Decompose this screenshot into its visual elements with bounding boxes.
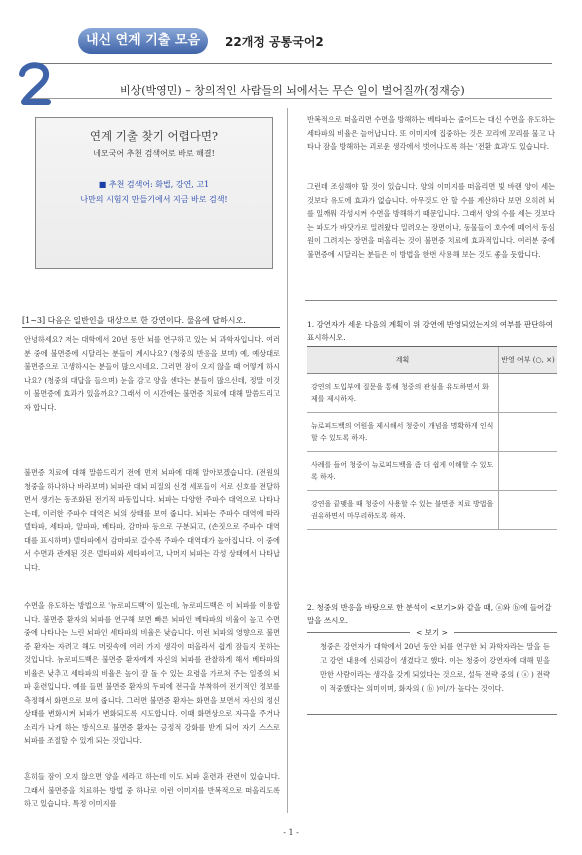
passage-paragraph-2: 불면증 치료에 대해 말씀드리기 전에 먼저 뇌파에 대해 알아보겠습니다. (전원의 청중을 하나하나 바라보며) 뇌파란 대뇌 피질의 신경 세포들이 서로 신호를 전달하면서 생기는 동조화된 전기적 파동입니다. 뇌파는 다양한 주파수 대역으로 나타나는데, 이러한 주파수 대역은 뇌의 상태를 보여 줍니다. 뇌파는 주파수 대역에 따라 델타파, 세타파, 알파파, 베타파, 감마파 등으로 구분되고, (손짓으로 주파수 대역대를 표시하며) 델타파에서 감마파로 갈수록 주파수 대역대가 높아집니다. 이 중에서 수면과 관계된 것은 델타파와 세타파이고, 나머지 뇌파는 각성 상태에서 나타납니다.: [24, 468, 280, 572]
passage-paragraph-1: 안녕하세요? 저는 대학에서 20년 동안 뇌를 연구하고 있는 뇌 과학자입니다. 여러분 중에 불면증에 시달리는 분들이 계시나요? (청중의 반응을 보며) 예, 예상대로 불면증으로 고생하시는 분들이 많으시네요. 그러면 잠이 오지 않을 때 어떻게 하시나요? (청중의 대답을 들으며) 눈을 감고 양을 센다는 분들이 많으신데, 정말 이것이 불면증에 효과가 있을까요? 그래서 이 시간에는 불면증 치료에 대해 말씀드리고자 합니다.: [24, 335, 280, 412]
plan-cell: 강연의 도입부에 질문을 통해 청중의 관심을 유도하면서 화제를 제시하자.: [307, 374, 499, 413]
bogi-text: 청중은 강연자가 대학에서 20년 동안 뇌를 연구한 뇌 과학자라는 말을 듣고 강연 내용에 신뢰감이 생겼다고 했다. 이는 청중이 강연자에 대해 믿을 만한 사람이라는 생각을 갖게 되었다는 것으로, 설득 전략 중의 ( ⓐ ) 전략이 적중했다는 의미이며, 화자의 ( ⓑ )이/가 높다는 것이다.: [320, 642, 550, 693]
table-header-row: [307, 347, 557, 374]
answer-cell[interactable]: [499, 374, 558, 413]
promo-line-4: 나만의 시험지 만들기에서 지금 바로 검색!: [80, 195, 228, 204]
plan-column-header: 계획: [307, 347, 499, 374]
table-row: [307, 413, 557, 452]
plan-table: [307, 346, 557, 530]
number-2-logo-icon: [18, 60, 52, 108]
table-row: [307, 491, 557, 530]
question-2: 2. 청중의 반응을 바탕으로 한 분석이 <보기>와 같을 때, ⓐ와 ⓑ에 들어갈 말을 쓰시오.: [307, 603, 552, 625]
header-divider: [30, 63, 552, 64]
plan-cell: 뉴로피드백의 어원을 제시해서 청중이 개념을 명확하게 인식할 수 있도록 하자.: [307, 413, 499, 452]
promo-box: [35, 117, 273, 269]
subject-label: 22개정 공통국어2: [225, 35, 324, 49]
page-number: - 1 -: [283, 828, 299, 837]
document-title: 비상(박영민) – 창의적인 사람들의 뇌에서는 무슨 일이 벌어질까(정재승): [120, 84, 465, 97]
bogi-label-text: < 보기 >: [410, 628, 454, 637]
title-divider: [30, 98, 552, 99]
passage-paragraph-3: 수면을 유도하는 방법으로 '뉴로피드백'이 있는데, 뉴로피드백은 이 뇌파를 이용합니다. 불면증 환자의 뇌파를 연구해 보면 빠른 뇌파인 베타파의 비율이 높고 수면 중에 나타나는 느린 뇌파인 세타파의 비율은 낮습니다. 이런 뇌파의 영향으로 불면증 환자는 자려고 해도 머릿속에 여러 가지 생각이 떠올라서 쉽게 잠들지 못하는 것입니다. 뉴로피드백은 불면증 환자에게 자신의 뇌파를 관찰하게 해서 베타파의 비율은 낮추고 세타파의 비율은 높이 잘 돌 수 있는 요령을 가르쳐 주는 일종의 뇌파 훈련입니다. 예를 들면 불면증 환자의 두피에 전극을 부착하여 전기적인 정보를 측정해서 화면으로 보여 줍니다. 그러면 불면증 환자는 화면을 보면서 자신의 정신 상태를 변화시켜 뇌파가 변화되도록 시도합니다. 이때 화면상으로 자극을 주거나 소리가 나게 하는 방식으로 불면증 환자는 긍정적 강화를 받게 되어 자기 스스로 뇌파를 조절할 수 있게 되는 것입니다.: [24, 601, 280, 745]
instruction-divider: [22, 327, 280, 328]
plan-cell: 사례를 들어 청중이 뉴로피드백을 좀 더 쉽게 이해할 수 있도록 하자.: [307, 452, 499, 491]
promo-recommended-keywords: ■ 추천 검색어: 화법, 강연, 고1: [98, 180, 210, 189]
table-row: [307, 452, 557, 491]
collection-badge: 내신 연계 기출 모음: [78, 28, 208, 54]
answer-cell[interactable]: [499, 491, 558, 530]
passage-paragraph-5: 반복적으로 떠올리면 수면을 방해하는 베타파는 줄어드는 대신 수면을 유도하는 세타파의 비율은 늘어납니다. 또 이미지에 집중하는 것은 꼬리에 꼬리를 물고 나타나 잠을 방해하는 괴로운 생각에서 벗어나도록 하는 '전환 효과'도 있습니다.: [307, 115, 555, 151]
passage-paragraph-4: 흔히들 잠이 오지 않으면 양을 세라고 하는데 이도 뇌파 훈련과 관련이 있습니다. 그래서 불면증을 치료하는 방법 중 하나로 이런 이미지를 반복적으로 떠올리도록 하고 있습니다. 특정 이미지를: [24, 772, 280, 808]
answer-cell[interactable]: [499, 413, 558, 452]
bogi-box-label: [307, 627, 557, 638]
table-row: [307, 374, 557, 413]
question-1: 1. 강연자가 세운 다음의 계획이 위 강연에 반영되었는지의 여부를 판단하여 표시하시오.: [307, 320, 553, 342]
check-column-header: 반영 여부 (○, ×): [499, 347, 558, 374]
question-instruction: [1~3] 다음은 일반인을 대상으로 한 강연이다. 물음에 답하시오.: [22, 316, 246, 325]
answer-cell[interactable]: [499, 452, 558, 491]
column-divider: [287, 108, 288, 813]
bogi-bottom-line: [307, 714, 557, 715]
plan-cell: 강연을 끝맺을 때 청중이 사용할 수 있는 불면증 치료 방법을 권유하면서 마무리하도록 하자.: [307, 491, 499, 530]
passage-end-divider: [305, 300, 557, 301]
promo-question: 연계 기출 찾기 어렵다면?: [89, 129, 219, 143]
passage-paragraph-6: 그런데 조심해야 할 것이 있습니다. 양의 이미지를 떠올리면 빛 바랜 양이 세는 것보다 유도에 효과가 없습니다. 아무것도 안 할 수를 계산하다 보면 오히려 뇌를 일깨워 각성시켜 수면을 방해하기 때문입니다. 그래서 양의 수를 세는 것보다는 파도가 바닷가로 밀려왔다 밀려오는 장면이나, 동물들이 호수에 떼어서 동심원이 그려지는 장면을 떠올리는 것이 불면증 치료에 효과적입니다. 여러분 중에 불면증에 시달리는 분들은 이 방법을 한번 사용해 보는 것도 좋을 듯합니다.: [307, 182, 555, 259]
promo-line-2: 네모국어 추천 검색어로 바로 해결!: [93, 149, 215, 158]
